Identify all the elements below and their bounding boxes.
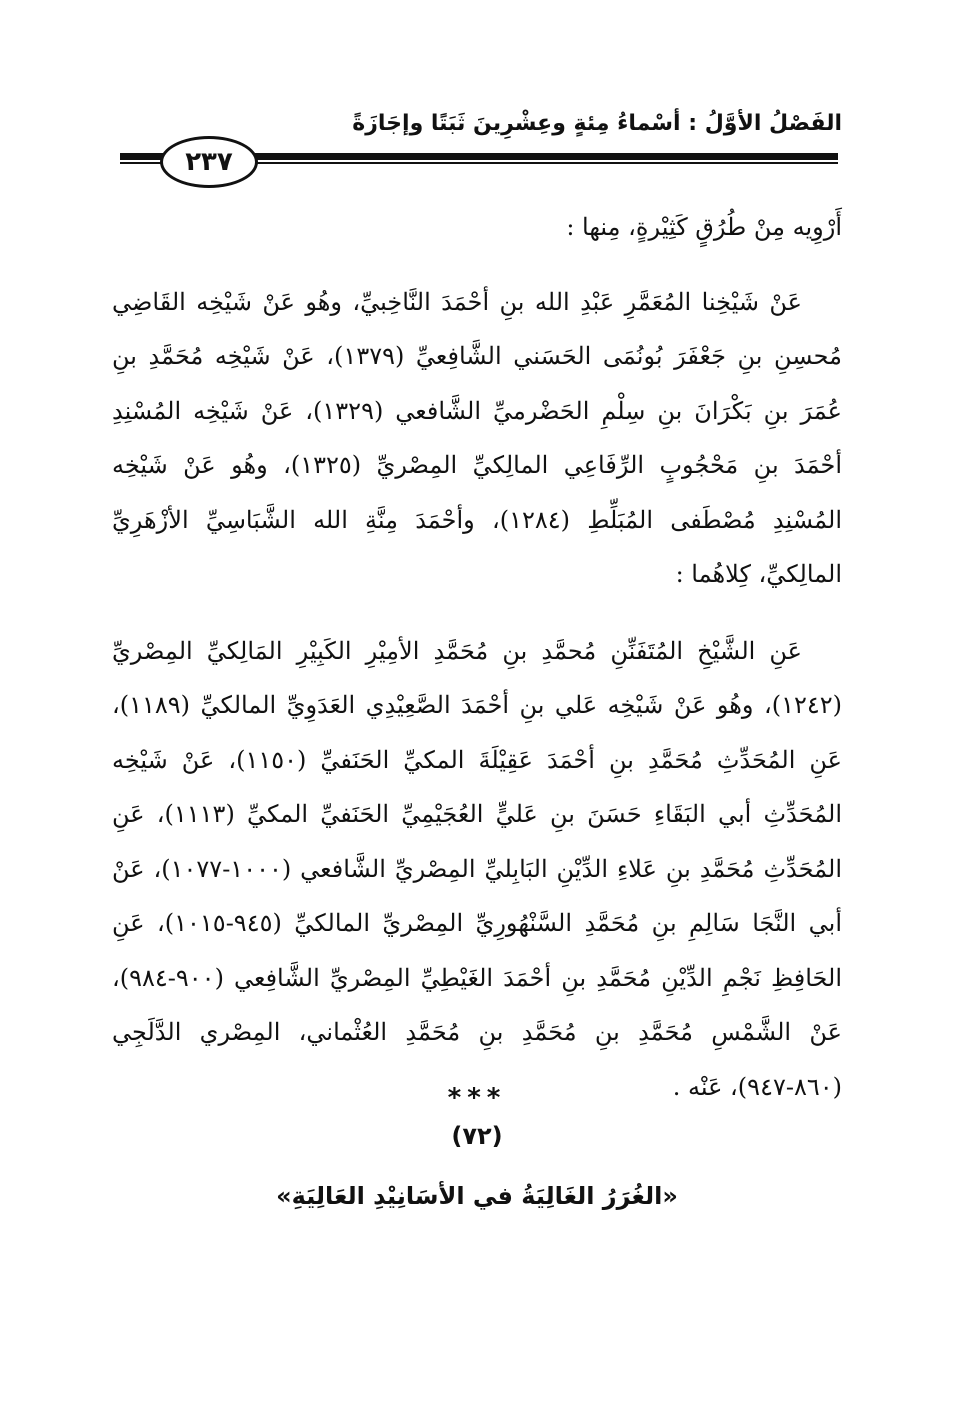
body-text <box>112 200 842 1136</box>
section-separator: *** <box>447 1083 507 1113</box>
entry-number: (٧٢) <box>451 1122 503 1150</box>
entry-title: «الغُرَرُ الغَالِيَةُ في الأسَانِيْدِ العَالِيَةِ» <box>276 1182 678 1210</box>
page-number: ٢٣٧ <box>160 136 258 188</box>
paragraph-chain-1: عَنْ شَيْخِنا المُعَمَّرِ عَبْدِ الله بنِ أحْمَدَ النَّاخِبيِّ، وهُو عَنْ شَيْخِه القَاضِي مُحسِنِ بنِ جَعْفَرَ بُونُمَى الحَسَني الشَّافِعيِّ (١٣٧٩)، عَنْ شَيْخِه مُحَمَّدِ بنِ عُمَرَ بنِ بَكْرَانَ بنِ سِلْمِ الحَضْرميِّ الشَّافعي (١٣٢٩)، عَنْ شَيْخِه المُسْنِدِ أحْمَدَ بنِ مَحْجُوبٍ الرِّفَاعِي المالِكيِّ المِصْريِّ (١٣٢٥)، وهُو عَنْ شَيْخِه المُسْنِدِ مُصْطَفى المُبَلِّطِ (١٢٨٤)، وأحْمَدَ مِنَّةِ الله الشَّبَاسِيِّ الأزْهَرِيِّ المالِكيِّ، كِلاهُما : <box>112 287 843 588</box>
intro-line: أَرْوِيه مِنْ طُرُقٍ كَثِيْرةٍ، مِنها : <box>566 213 842 241</box>
running-header-title: الفَصْلُ الأوَّلُ : أسْماءُ مِئةٍ وعِشْرِينَ ثَبَتًا وإجَازَةً <box>352 111 842 136</box>
paragraph-chain-2: عَنِ الشَّيْخِ المُتَفَنِّنِ مُحمَّدِ بنِ مُحَمَّدِ الأمِيْرِ الكَبِيْرِ المَالِكيِّ المِصْريِّ (١٢٤٢)، وهُو عَنْ شَيْخِه عَلي بنِ أحْمَدَ الصَّعِيْدِي العَدَوِيِّ المالكيِّ (١١٨٩)، عَنِ المُحَدِّثِ مُحَمَّدِ بنِ أحْمَدَ عَقِيْلَةَ المكيِّ الحَنَفيِّ (١١٥٠)، عَنْ شَيْخِه المُحَدِّثِ أبي البَقَاءِ حَسَنَ بنِ عَليٍّ العُجَيْمِيِّ الحَنَفيِّ المكيِّ (١١١٣)، عَنِ المُحَدِّثِ مُحَمَّدِ بنِ عَلاءِ الدِّيْنِ البَابِليِّ المِصْريِّ الشَّافعي (١٠٠٠-١٠٧٧)، عَنْ أبي النَّجَا سَالِمِ بنِ مُحَمَّدِ السَّنْهُورِيِّ المِصْريِّ المالكيِّ (٩٤٥-١٠١٥)، عَنِ الحَافِظِ نَجْمِ الدِّيْنِ مُحَمَّدِ بنِ أحْمَدَ الغَيْطِيِّ المِصْريِّ الشَّافِعي (٩٠٠-٩٨٤)، عَنْ الشَّمْسِ مُحَمَّدِ بنِ مُحَمَّدِ بنِ مُحَمَّدِ العُثْماني، المِصْري الدَّلَجِي (٨٦٠-٩٤٧)، عَنْه . <box>112 636 843 1101</box>
